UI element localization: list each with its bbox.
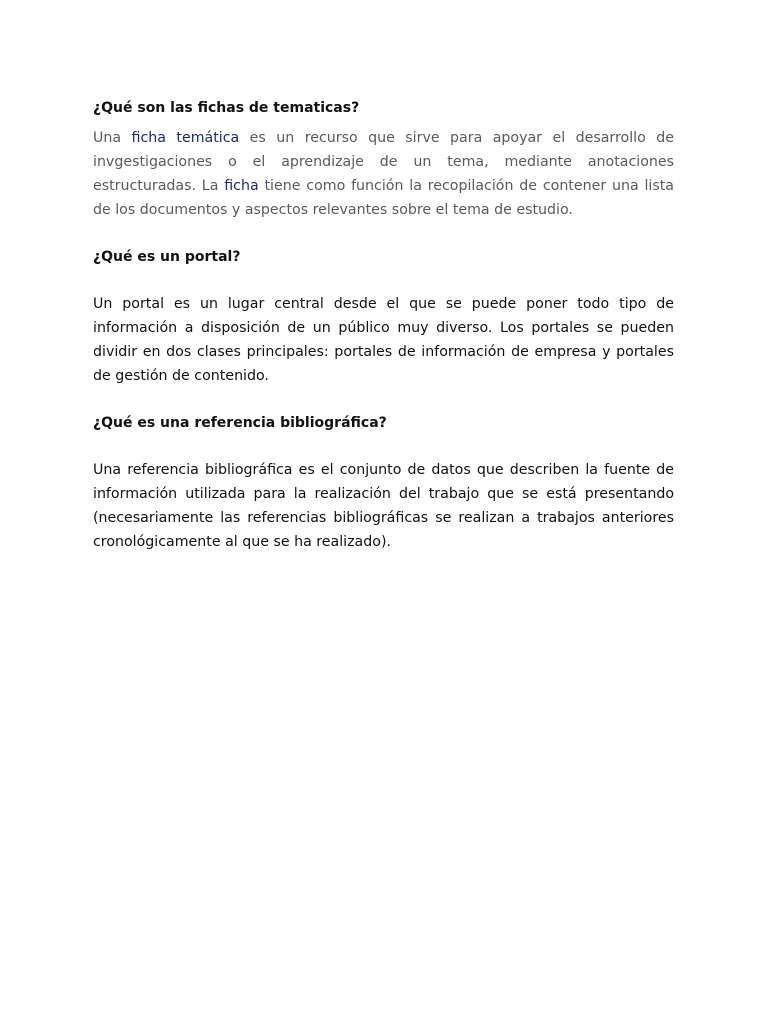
paragraph-portal: Un portal es un lugar central desde el que se puede poner todo tipo de información a disposición de un público muy diverso. Los portales se pueden dividir en dos clases principales: portales de información de empresa y portales de gestión de contenido.	[93, 296, 674, 384]
paragraph-ficha-tematica	[93, 126, 674, 222]
ficha-link[interactable]: ficha	[224, 178, 259, 194]
paragraph-text-middle: es un recurso que sirve para apoyar el desarrollo de invgestigaciones o el aprendizaje de un tema, mediante anotaciones estructuradas. La	[93, 130, 674, 194]
document-page	[93, 96, 674, 554]
heading-fichas-tematicas: ¿Qué son las fichas de tematicas?	[93, 100, 360, 116]
heading-portal: ¿Qué es un portal?	[93, 249, 241, 265]
paragraph-text-end: tiene como función la recopilación de contener una lista de los documentos y aspectos relevantes sobre el tema de estudio.	[93, 178, 674, 218]
paragraph-referencia-bibliografica: Una referencia bibliográfica es el conjunto de datos que describen la fuente de información utilizada para la realización del trabajo que se está presentando (necesariamente las referencias bibliográficas se realizan a trabajos anteriores cronológicamente al que se ha realizado).	[93, 462, 674, 550]
heading-referencia-bibliografica: ¿Qué es una referencia bibliográfica?	[93, 415, 387, 431]
paragraph-text-start: Una	[93, 130, 132, 146]
ficha-tematica-link[interactable]: ficha temática	[131, 130, 240, 146]
